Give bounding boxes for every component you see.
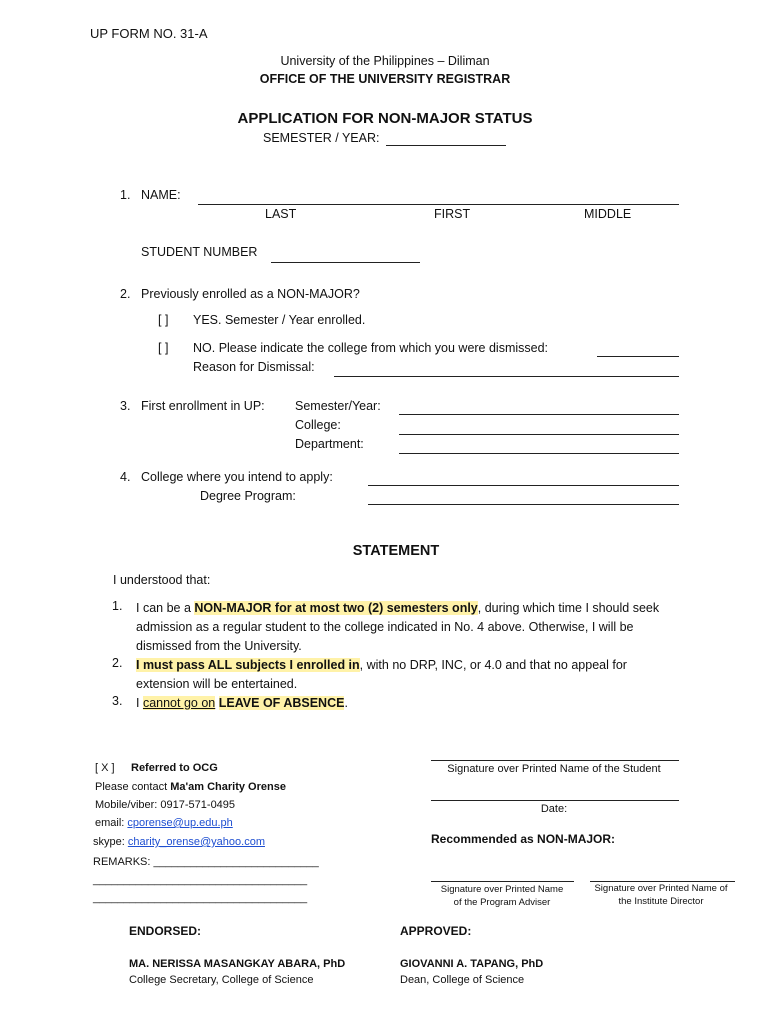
approved-label: APPROVED:: [400, 924, 472, 938]
statement-item-3-bold: LEAVE OF ABSENCE: [218, 696, 345, 710]
adviser-caption-1: Signature over Printed Name: [440, 884, 564, 895]
director-signature-field[interactable]: [590, 881, 735, 882]
statement-intro: I understood that:: [113, 573, 211, 587]
remarks-line-2[interactable]: ___________________________________: [93, 892, 308, 904]
name-label: NAME:: [141, 188, 181, 202]
last-name-label: LAST: [265, 207, 297, 221]
first-enrollment-semester-label: Semester/Year:: [295, 399, 381, 413]
q4-number: 4.: [120, 470, 131, 484]
q2-number: 2.: [120, 287, 131, 301]
student-signature-caption: Signature over Printed Name of the Student: [447, 763, 661, 775]
yes-checkbox[interactable]: [ ]: [158, 313, 169, 327]
endorser-title: College Secretary, College of Science: [129, 974, 314, 986]
statement-item-3: I cannot go on LEAVE OF ABSENCE.: [136, 696, 348, 710]
student-number-label: STUDENT NUMBER: [141, 245, 258, 259]
statement-item-1-number: 1.: [112, 599, 123, 613]
statement-item-1: I can be a NON-MAJOR for at most two (2) semesters only, during which time I should seek admission as a regular student to the college indicated in No. 4 above. Otherwise, I will be dismissed from the University.: [136, 601, 660, 653]
statement-item-3-number: 3.: [112, 694, 123, 708]
semester-year-field[interactable]: [386, 145, 506, 146]
university-name: University of the Philippines – Diliman: [280, 54, 490, 68]
endorsed-label: ENDORSED:: [129, 924, 202, 938]
statement-item-3-underlined: cannot go on: [142, 696, 216, 710]
first-enrollment-college-field[interactable]: [399, 434, 679, 435]
adviser-caption-2: of the Program Adviser: [453, 897, 551, 908]
q1-number: 1.: [120, 188, 131, 202]
remarks-line-1[interactable]: ___________________________________: [93, 874, 308, 886]
ocg-skype-link[interactable]: charity_orense@yahoo.com: [127, 836, 265, 848]
name-field[interactable]: [198, 204, 679, 205]
statement-item-1-highlight: NON-MAJOR for at most two (2) semesters only: [194, 601, 478, 615]
student-signature-field[interactable]: [431, 760, 679, 761]
ocg-contact-name: Ma'am Charity Orense: [170, 781, 286, 793]
reason-field[interactable]: [334, 376, 679, 377]
ocg-email-link[interactable]: cporense@up.edu.ph: [127, 817, 233, 829]
approver-name: GIOVANNI A. TAPANG, PhD: [400, 958, 544, 970]
form-number: UP FORM NO. 31-A: [90, 26, 208, 41]
no-option-label: NO. Please indicate the college from which you were dismissed:: [193, 341, 549, 355]
ocg-checkbox[interactable]: [ X ]: [95, 762, 115, 774]
adviser-signature-field[interactable]: [431, 881, 574, 882]
intended-college-label: College where you intend to apply:: [141, 470, 333, 484]
first-enrollment-department-label: Department:: [295, 437, 364, 451]
statement-item-2: I must pass ALL subjects I enrolled in, with no DRP, INC, or 4.0 and that no appeal for extension will be entertained.: [136, 658, 627, 691]
middle-name-label: MIDDLE: [584, 207, 632, 221]
page-title: APPLICATION FOR NON-MAJOR STATUS: [237, 110, 533, 127]
first-enrollment-semester-field[interactable]: [399, 414, 679, 415]
date-caption: Date:: [540, 803, 568, 815]
approver-title: Dean, College of Science: [400, 974, 525, 986]
student-number-field[interactable]: [271, 262, 420, 263]
first-name-label: FIRST: [434, 207, 471, 221]
recommended-heading: Recommended as NON-MAJOR:: [431, 832, 616, 846]
endorser-name: MA. NERISSA MASANGKAY ABARA, PhD: [129, 958, 346, 970]
statement-heading: STATEMENT: [352, 543, 440, 559]
statement-item-2-number: 2.: [112, 656, 123, 670]
date-field[interactable]: [431, 800, 679, 801]
degree-program-label: Degree Program:: [200, 489, 296, 503]
statement-item-2-highlight: I must pass ALL subjects I enrolled in: [136, 658, 360, 672]
first-enrollment-department-field[interactable]: [399, 453, 679, 454]
ocg-contact: Please contact Ma'am Charity Orense: [95, 781, 286, 793]
reason-label: Reason for Dismissal:: [193, 360, 315, 374]
intended-college-field[interactable]: [368, 485, 679, 486]
dismissed-college-field[interactable]: [597, 356, 679, 357]
q3-number: 3.: [120, 399, 131, 413]
referred-to-ocg: Referred to OCG: [131, 762, 218, 774]
ocg-mobile: Mobile/viber: 0917-571-0495: [95, 799, 236, 811]
ocg-skype: skype: charity_orense@yahoo.com: [93, 836, 265, 848]
yes-option-label: YES. Semester / Year enrolled.: [193, 313, 366, 327]
first-enrollment-college-label: College:: [295, 418, 341, 432]
no-checkbox[interactable]: [ ]: [158, 341, 169, 355]
first-enrollment-label: First enrollment in UP:: [141, 399, 265, 413]
semester-year-label: SEMESTER / YEAR:: [263, 131, 380, 145]
director-caption-2: the Institute Director: [618, 896, 704, 907]
degree-program-field[interactable]: [368, 504, 679, 505]
ocg-email: email: cporense@up.edu.ph: [95, 817, 233, 829]
q2-question: Previously enrolled as a NON-MAJOR?: [141, 287, 360, 301]
remarks-label: REMARKS: ___________________________: [93, 856, 319, 868]
office-name: OFFICE OF THE UNIVERSITY REGISTRAR: [259, 72, 511, 86]
director-caption-1: Signature over Printed Name of: [594, 883, 728, 894]
